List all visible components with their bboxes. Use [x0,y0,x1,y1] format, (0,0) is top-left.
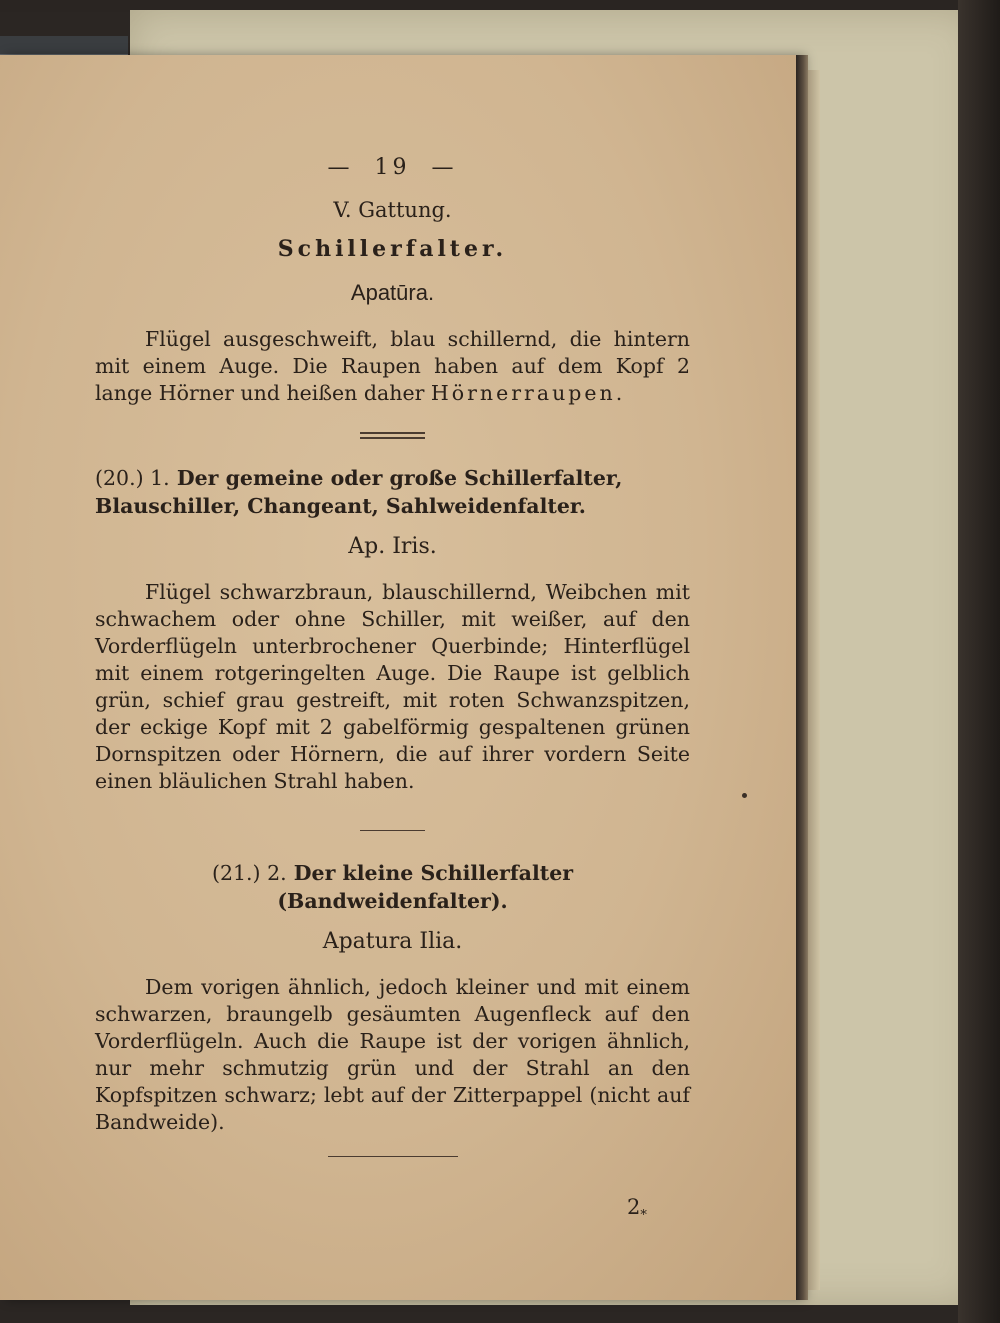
printer-signature [627,1195,647,1223]
signature-mark: * [640,1208,647,1224]
ink-speck [742,793,747,798]
species-number: (21.) 2. [211,861,287,885]
genus-description-end: . [615,381,623,405]
species-heading [95,464,690,520]
section-divider [360,432,425,439]
genus-description-text: Flügel ausgeschweift, blau schillernd, die hintern mit einem Auge. Die Raupen haben auf dem Kopf 2 lange Hörner und heißen daher [95,327,690,405]
page-edge [796,55,808,1300]
section-divider [360,830,425,831]
species-name: Der gemeine oder große Schillerfalter, Blauschiller, Changeant, Sahlweidenfalter. [95,466,623,518]
species-latin-name: Apatura Ilia. [322,929,463,954]
page-content [95,100,690,1157]
genus-description-emphasis: Hörnerraupen [430,381,616,405]
species-number: (20.) 1. [95,466,170,490]
page-number: — 19 — [327,155,458,180]
species-latin-name: Ap. Iris. [348,534,437,559]
page-edge-underlying [808,70,820,1290]
book-binding [0,36,128,57]
dark-background-right [958,0,1000,1323]
species-name: Der kleine Schillerfalter (Bandweidenfalter). [277,861,574,913]
signature-number: 2 [627,1195,641,1219]
genus-description [95,326,690,407]
species-heading [95,859,690,915]
genus-name: Schillerfalter. [277,236,508,262]
genus-latin-name: Apatūra. [350,280,435,305]
genus-number: V. Gattung. [333,198,452,222]
species-description: Dem vorigen ähnlich, jedoch kleiner und mit einem schwarzen, braungelb gesäumten Augenfleck auf den Vorderflügeln. Auch die Raupe ist der vorigen ähnlich, nur mehr schmutzig grün und der Strahl an den Kopfspitzen schwarz; lebt auf der Zitterpappel (nicht auf Bandweide). [95,975,690,1134]
species-description: Flügel schwarzbraun, blauschillernd, Weibchen mit schwachem oder ohne Schiller, mit weißer, auf den Vorderflügeln unterbrochener Querbinde; Hinterflügel mit einem rotgeringelten Auge. Die Raupe ist gelblich grün, schief grau gestreift, mit roten Schwanzspitzen, der eckige Kopf mit 2 gabelförmig gespaltenen grünen Dornspitzen oder Hörnern, die auf ihrer vordern Seite einen bläulichen Strahl haben. [95,580,690,793]
closing-divider [328,1156,458,1157]
